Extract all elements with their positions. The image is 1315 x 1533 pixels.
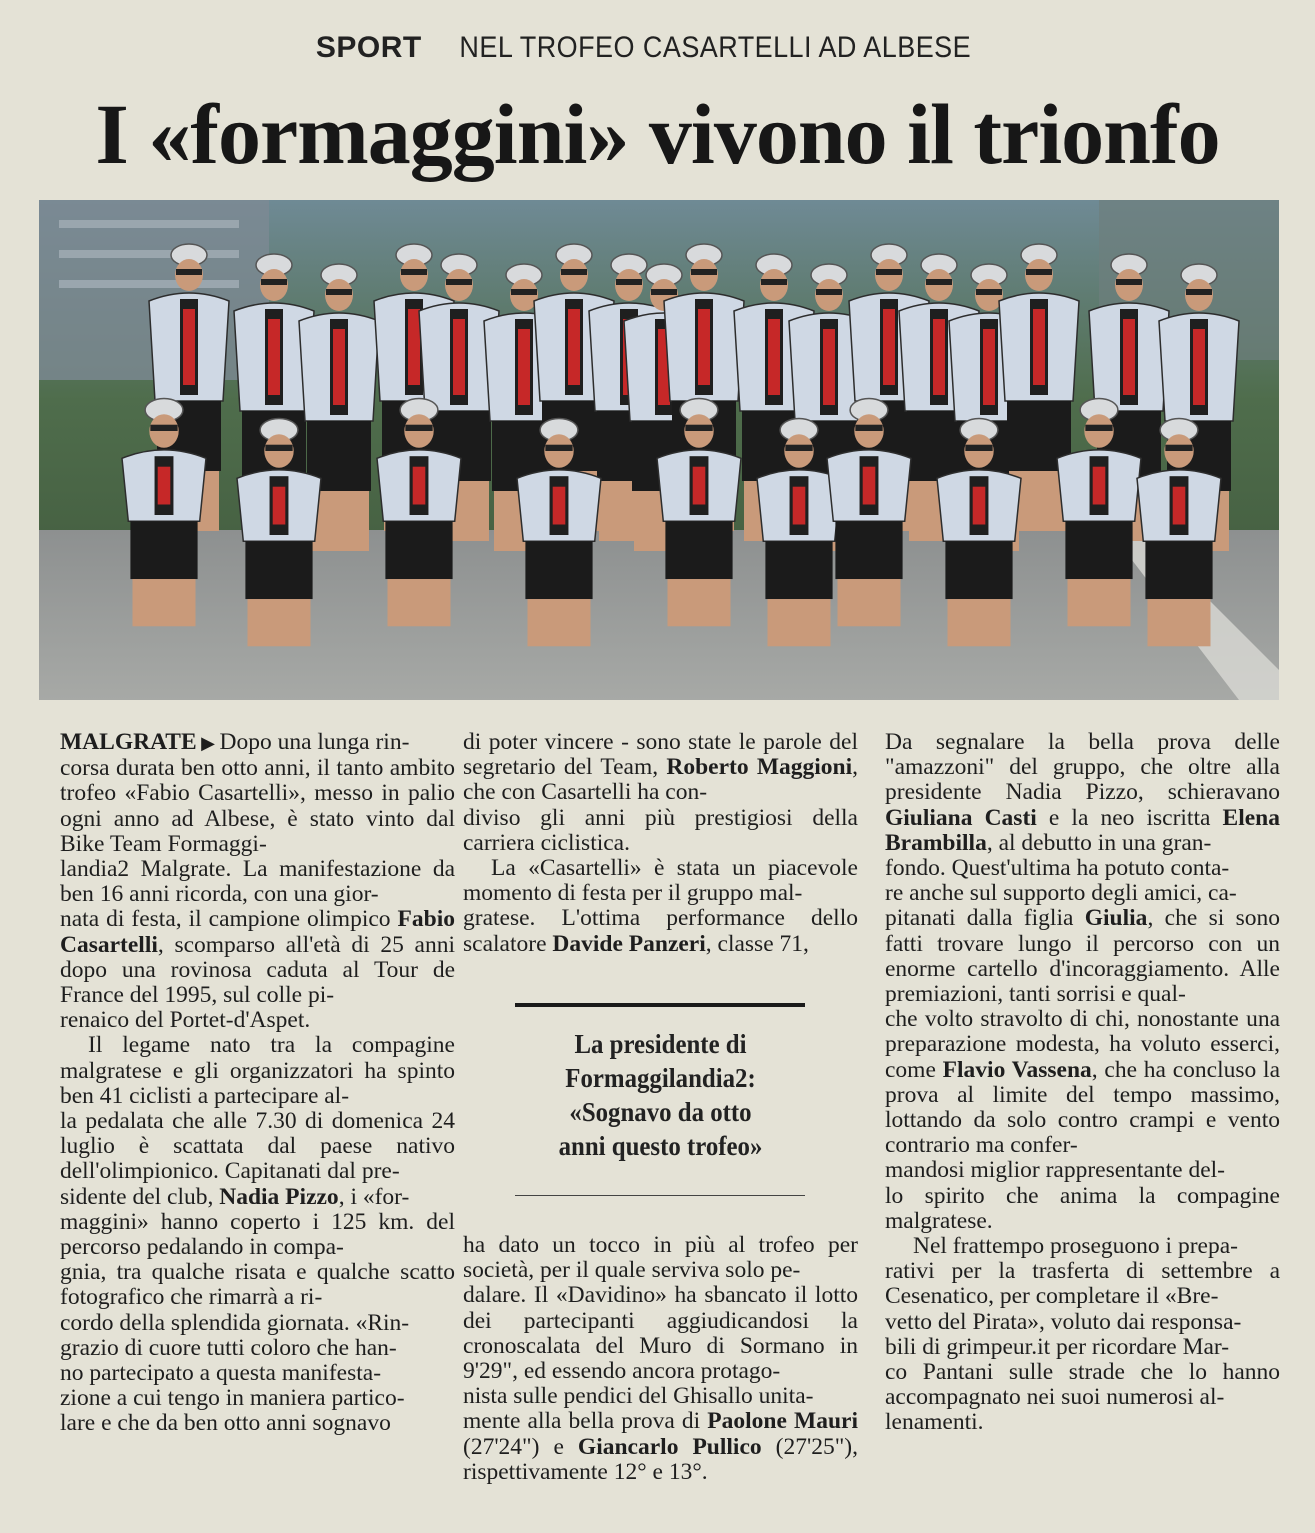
name-highlight: Brambilla: [885, 829, 987, 856]
text-segment: Nel frattempo proseguono i prepa-: [913, 1233, 1238, 1260]
text-segment: malgratese.: [885, 1207, 993, 1234]
text-segment: Da segnalare la bella prova delle: [885, 729, 1280, 755]
text-segment: dell'olimpionico. Capitanati dal pre-: [60, 1158, 400, 1185]
article-column-2-top: [463, 730, 858, 957]
text-segment: diviso gli anni più prestigiosi della: [463, 804, 858, 831]
text-segment: corsa durata ben otto anni, il tanto: [60, 755, 384, 782]
text-segment: (27'24") e: [463, 1433, 578, 1460]
name-highlight: Paolone: [707, 1408, 787, 1435]
text-segment: , che ha: [1091, 1056, 1166, 1083]
name-highlight: Flavio Vassena: [942, 1056, 1092, 1083]
text-segment: ha dato un tocco in più al trofeo per: [463, 1232, 858, 1258]
pullquote-line: La presidente di: [574, 1029, 747, 1059]
text-segment: Cesenatico, per completare il «Bre-: [885, 1283, 1219, 1310]
text-segment: sidente del club,: [60, 1183, 220, 1210]
text-segment: la cronoscalata del Muro di Sormano: [463, 1307, 858, 1359]
paragraph: [463, 1233, 858, 1485]
headline: I «formaggini» vivono il trionfo: [95, 86, 1220, 182]
name-highlight: Nadia Pizzo: [219, 1183, 339, 1210]
text-segment: massimo, lottando da solo contro: [885, 1081, 1280, 1134]
text-segment: Il legame nato tra la compagine: [88, 1032, 455, 1059]
text-segment: momento di festa per il gruppo mal-: [463, 880, 803, 907]
text-segment: del percorso pedalando in compa-: [60, 1208, 456, 1261]
article-column-2-bottom: [463, 1233, 858, 1485]
text-segment: grazio di cuore tutti coloro che han-: [60, 1334, 397, 1361]
text-segment: esserci, come: [885, 1031, 1280, 1083]
text-segment: fatti trovare lungo il percorso con un: [885, 930, 1280, 957]
paragraph: [463, 730, 858, 856]
kicker-section: SPORT: [315, 31, 422, 64]
text-segment: fondo. Quest'ultima ha potuto conta-: [885, 855, 1230, 882]
text-segment: una preparazione modesta, ha voluto: [885, 1006, 1280, 1058]
text-segment: enorme cartello d'incoraggiamento.: [885, 955, 1230, 982]
text-segment: malgratese e gli organizzatori ha: [60, 1057, 387, 1084]
text-segment: in 9'29", ed essendo ancora protago-: [463, 1332, 858, 1385]
text-segment: ▶: [196, 733, 220, 753]
text-segment: gnia, tra qualche risata e qualche: [60, 1259, 390, 1286]
text-segment: "amazzoni" del gruppo, che oltre alla: [885, 754, 1280, 781]
text-segment: co Pantani sulle strade che lo hanno: [885, 1359, 1280, 1386]
text-segment: no partecipato a questa manifesta-: [60, 1360, 382, 1387]
text-segment: Tour de France del 1995, sul colle pi-: [60, 956, 455, 1009]
text-segment: pitanati dalla figlia: [885, 905, 1085, 932]
text-segment: , che si sono: [1147, 905, 1280, 932]
article-column-3: [885, 730, 1280, 1436]
text-segment: , i «for-: [338, 1183, 410, 1210]
text-segment: 24 luglio è scattata dal paese nativo: [60, 1108, 456, 1160]
text-segment: che volto stravolto di chi, nonostante: [885, 1006, 1239, 1033]
text-segment: e la neo iscritta: [1036, 804, 1223, 831]
name-highlight: Roberto: [666, 754, 749, 781]
text-segment: messo in palio ogni anno ad Albese, è: [60, 780, 455, 832]
text-segment: mandosi miglior rappresentante del-: [885, 1157, 1225, 1184]
text-segment: società, per il quale serviva solo pe-: [463, 1257, 801, 1284]
text-segment: re anche sul supporto degli amici, ca-: [885, 880, 1237, 907]
text-segment: spinto ben 41 ciclisti a partecipare al-: [60, 1057, 456, 1109]
text-segment: scatto fotografico che rimarrà a ri-: [60, 1259, 455, 1311]
text-segment: Dopo una lunga rin-: [219, 729, 410, 755]
name-highlight: Davide Panzeri: [552, 930, 706, 957]
pullquote-line: «Sognavo da otto: [569, 1097, 752, 1127]
team-photo-illustration: [39, 200, 1279, 700]
text-segment: zione a cui tengo in maniera partico-: [60, 1385, 405, 1412]
text-segment: da ben 16 anni ricorda, con una gior-: [60, 856, 456, 908]
pullquote-rule-top: [515, 1003, 805, 1007]
text-segment: gratese. L'ottima performance dello: [463, 905, 858, 932]
pullquote-line: Formaggilandia2:: [565, 1063, 756, 1093]
text-segment: dalare. Il «Davidino» ha sbancato il: [463, 1282, 808, 1309]
text-segment: , scomparso all'età di: [157, 931, 370, 958]
paragraph: [885, 730, 1280, 1234]
text-segment: La «Casartelli» è stata un piacevole: [491, 855, 858, 882]
text-segment: lo spirito che anima la compagine: [885, 1182, 1280, 1209]
text-segment: vetto del Pirata», voluto dai responsa-: [885, 1308, 1242, 1335]
text-segment: ambito trofeo «Fabio Casartelli»,: [60, 755, 456, 807]
text-segment: lotto dei partecipanti aggiudicandosi: [463, 1282, 859, 1334]
text-segment: , classe 71,: [705, 930, 809, 957]
text-segment: (27'25"), rispettivamente 12° e 13°.: [463, 1433, 858, 1485]
kicker: [0, 30, 1315, 66]
pullquote-text: [463, 1027, 858, 1163]
text-segment: la pedalata che alle 7.30 di domenica: [60, 1108, 424, 1135]
article-column-1: [60, 730, 455, 1437]
paragraph: [60, 730, 455, 1033]
name-highlight: MALGRATE: [60, 729, 197, 755]
text-segment: concluso la prova al limite del tempo: [885, 1056, 1280, 1108]
paragraph: [885, 1234, 1280, 1436]
name-highlight: Mauri: [794, 1408, 859, 1435]
pullquote-rule-bottom: [515, 1195, 805, 1196]
kicker-text: NEL TROFEO CASARTELLI AD ALBESE: [459, 31, 971, 64]
text-segment: 25 anni dopo una rovinosa caduta al: [60, 931, 455, 983]
text-segment: carriera ciclistica.: [463, 829, 630, 856]
text-segment: cordo della splendida giornata. «Rin-: [60, 1309, 410, 1336]
text-segment: accompagnato nei suoi numerosi al-: [885, 1384, 1225, 1411]
pullquote-line: anni questo trofeo»: [558, 1131, 763, 1161]
text-segment: presidente Nadia Pizzo, schieravano: [885, 779, 1280, 806]
name-highlight: Elena: [1222, 804, 1280, 831]
text-segment: nata di festa, il campione olimpico: [60, 906, 391, 933]
name-highlight: Giulia: [1084, 905, 1148, 932]
text-segment: bili di grimpeur.it per ricordare Mar-: [885, 1333, 1230, 1360]
text-segment: del segretario del Team,: [463, 729, 859, 781]
text-segment: lare e che da ben otto anni sognavo: [60, 1410, 391, 1437]
text-segment: lenamenti.: [885, 1409, 984, 1436]
paragraph: [463, 856, 858, 957]
team-photo: [39, 200, 1279, 700]
name-highlight: Fabio Casartelli: [60, 906, 456, 958]
name-highlight: Giancarlo Pullico: [577, 1433, 762, 1460]
text-segment: maggini» hanno coperto i 125 km.: [60, 1208, 415, 1235]
text-segment: renaico del Portet-d'Aspet.: [60, 1007, 311, 1034]
text-segment: crampi e vento contrario ma confer-: [885, 1107, 1280, 1159]
text-segment: scalatore: [463, 930, 553, 957]
name-highlight: Maggioni: [756, 754, 853, 781]
text-segment: mente alla bella prova di: [463, 1408, 708, 1435]
text-segment: di poter vincere - sono state le parole: [463, 729, 822, 755]
text-segment: rativi per la trasferta di settembre a: [885, 1258, 1280, 1285]
text-segment: , che con Casartelli ha con-: [463, 754, 858, 806]
name-highlight: Giuliana Casti: [885, 804, 1037, 831]
paragraph: [60, 1033, 455, 1436]
pullquote: [463, 1003, 858, 1203]
text-segment: , al debutto in una gran-: [986, 829, 1212, 856]
text-segment: stato vinto dal Bike Team Formaggi-: [60, 805, 456, 857]
text-segment: Alle premiazioni, tanti sorrisi e qual-: [885, 955, 1280, 1008]
text-segment: nista sulle pendici del Ghisallo unita-: [463, 1383, 814, 1410]
text-segment: landia2 Malgrate. La manifestazione: [60, 856, 422, 883]
